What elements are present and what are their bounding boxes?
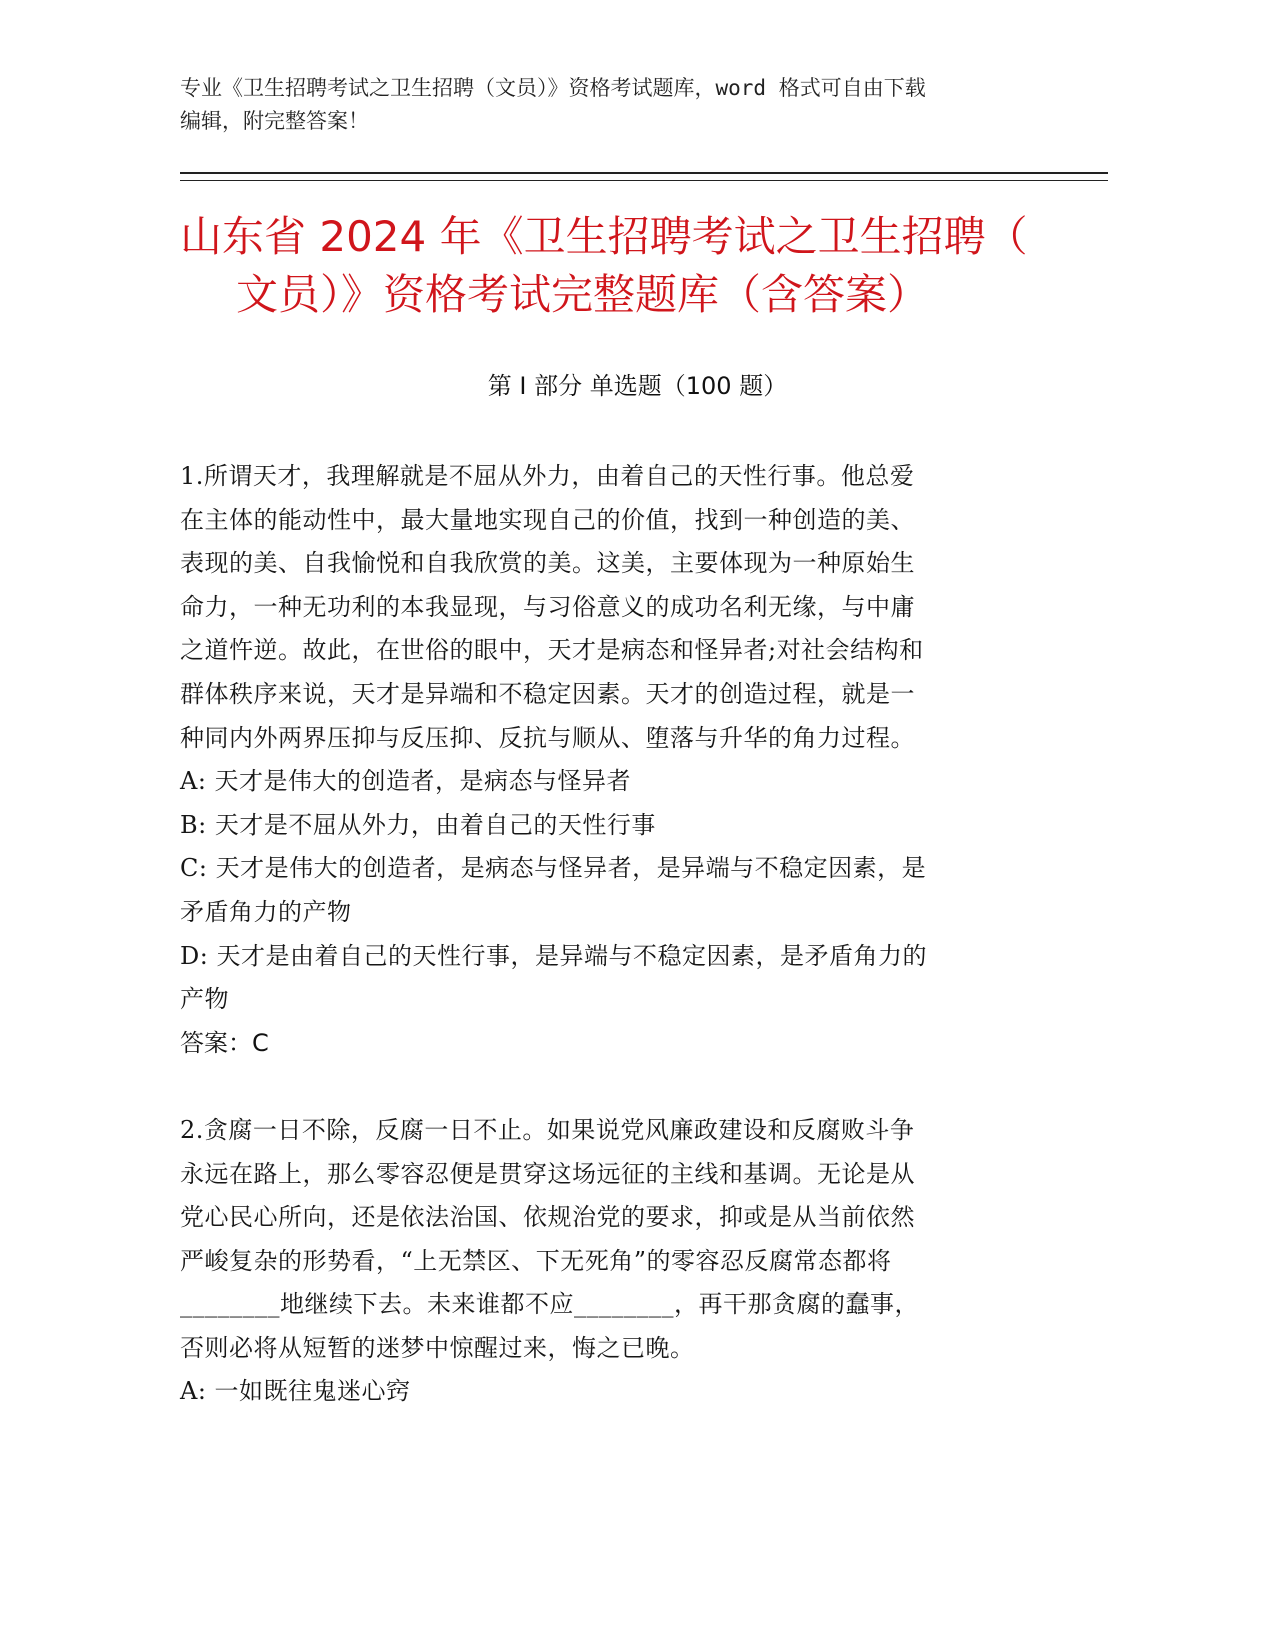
question-stem-line: 种同内外两界压抑与反压抑、反抗与顺从、堕落与升华的角力过程。 bbox=[180, 723, 915, 752]
option-d: D: 天才是由着自己的天性行事，是异端与不稳定因素，是矛盾角力的 bbox=[180, 941, 927, 970]
question-stem-line: 之道忤逆。故此，在世俗的眼中，天才是病态和怪异者;对社会结构和 bbox=[180, 636, 924, 665]
question-list bbox=[180, 455, 1040, 1414]
option-a: A: 一如既往鬼迷心窍 bbox=[180, 1377, 411, 1406]
header-rule-thin bbox=[180, 180, 1108, 181]
question-spacer bbox=[180, 1065, 1040, 1109]
section-heading: 第 I 部分 单选题（100 题） bbox=[487, 372, 788, 400]
option-c: C: 天才是伟大的创造者，是病态与怪异者，是异端与不稳定因素，是 bbox=[180, 854, 927, 883]
question-stem-line: 表现的美、自我愉悦和自我欣赏的美。这美，主要体现为一种原始生 bbox=[180, 549, 915, 578]
question-stem-line: 否则必将从短暂的迷梦中惊醒过来，悔之已晚。 bbox=[180, 1333, 695, 1362]
answer-line: 答案：C bbox=[180, 1028, 269, 1057]
question-stem-line: 群体秩序来说，天才是异端和不稳定因素。天才的创造过程，就是一 bbox=[180, 679, 915, 708]
question-stem-line: 命力，一种无功利的本我显现，与习俗意义的成功名利无缘，与中庸 bbox=[180, 592, 915, 621]
question-stem-line: 党心民心所向，还是依法治国、依规治党的要求，抑或是从当前依然 bbox=[180, 1203, 915, 1232]
question-stem-line: 2.贪腐一日不除，反腐一日不止。如果说党风廉政建设和反腐败斗争 bbox=[180, 1115, 915, 1144]
header-note-line: 编辑，附完整答案！ bbox=[180, 109, 369, 133]
option-d-continued: 产物 bbox=[180, 985, 229, 1014]
option-a: A: 天才是伟大的创造者，是病态与怪异者 bbox=[180, 767, 632, 796]
header-note-line: 专业《卫生招聘考试之卫生招聘（文员）》资格考试题库，word 格式可自由下载 bbox=[180, 76, 926, 100]
question-stem-line: 在主体的能动性中，最大量地实现自己的价值，找到一种创造的美、 bbox=[180, 505, 915, 534]
document-title bbox=[180, 208, 1080, 324]
option-b: B: 天才是不屈从外力，由着自己的天性行事 bbox=[180, 810, 656, 839]
title-line: 山东省 2024 年《卫生招聘考试之卫生招聘（ bbox=[180, 212, 1028, 261]
question-stem-line: ________地继续下去。未来谁都不应________，再干那贪腐的蠢事， bbox=[180, 1290, 919, 1319]
header-rule-thick bbox=[180, 172, 1108, 174]
title-line: 文员）》资格考试完整题库（含答案） bbox=[236, 270, 930, 319]
question-stem-line: 1.所谓天才，我理解就是不屈从外力，由着自己的天性行事。他总爱 bbox=[180, 462, 915, 490]
option-c-continued: 矛盾角力的产物 bbox=[180, 897, 352, 926]
question-stem-line: 永远在路上，那么零容忍便是贯穿这场远征的主线和基调。无论是从 bbox=[180, 1159, 915, 1188]
question-2 bbox=[180, 1109, 1040, 1414]
question-1 bbox=[180, 455, 1040, 1065]
question-stem-line: 严峻复杂的形势看，“上无禁区、下无死角”的零容忍反腐常态都将 bbox=[180, 1246, 892, 1275]
header-note bbox=[180, 72, 1050, 138]
